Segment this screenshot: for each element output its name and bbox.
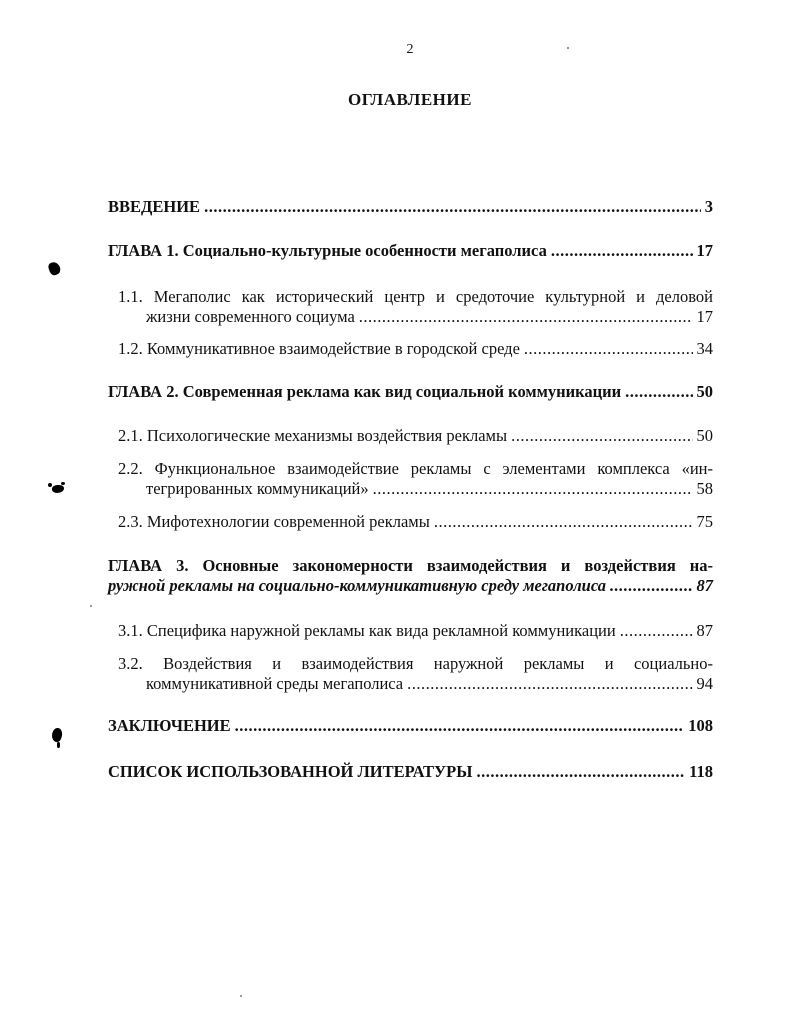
scan-dot (567, 47, 569, 49)
toc-page-number: 17 (696, 241, 713, 260)
dot-leader (359, 307, 693, 327)
toc-entry-chapter-1[interactable] (108, 241, 713, 261)
toc-entry-label: ружной рекламы на социально-коммуникативную среду мегаполиса (108, 576, 606, 595)
toc-page-number: 50 (696, 426, 713, 445)
toc-entry-label: ЗАКЛЮЧЕНИЕ (108, 716, 231, 735)
toc-page-number: 118 (689, 762, 713, 781)
dot-leader (511, 426, 692, 446)
toc-entry-label: СПИСОК ИСПОЛЬЗОВАННОЙ ЛИТЕРАТУРЫ (108, 762, 473, 781)
toc-entry-chapter-3-line1[interactable]: ГЛАВА 3. Основные закономерности взаимодействия и воздействия на- (108, 556, 713, 575)
toc-entry-intro[interactable] (108, 197, 713, 217)
toc-page-number: 58 (696, 479, 713, 498)
toc-entry-section-3-1[interactable] (118, 621, 713, 641)
toc-entry-section-3-2-line2[interactable] (146, 674, 713, 694)
dot-leader (476, 762, 685, 782)
toc-entry-section-2-2-line1[interactable]: 2.2. Функциональное взаимодействие рекламы с элементами комплекса «ин- (118, 459, 713, 478)
dot-leader (434, 512, 693, 532)
toc-entry-section-2-1[interactable] (118, 426, 713, 446)
toc-entry-chapter-3-line2[interactable] (108, 576, 713, 596)
scan-speck (57, 742, 60, 748)
toc-entry-label: 3.1. Специфика наружной рекламы как вида рекламной коммуникации (118, 621, 616, 640)
toc-entry-label: 1.2. Коммуникативное взаимодействие в городской среде (118, 339, 520, 358)
toc-entry-section-2-3[interactable] (118, 512, 713, 532)
dot-leader (620, 621, 693, 641)
scan-speck (50, 727, 63, 743)
toc-entry-chapter-2[interactable] (108, 382, 713, 402)
toc-page-number: 87 (696, 621, 713, 640)
toc-entry-section-1-1-line2[interactable] (146, 307, 713, 327)
scan-dot (90, 605, 92, 607)
toc-page-number: 94 (696, 674, 713, 693)
toc-entry-label: тегрированных коммуникаций» (146, 479, 369, 498)
toc-entry-section-2-2-line2[interactable] (146, 479, 713, 499)
toc-entry-label: ВВЕДЕНИЕ (108, 197, 201, 216)
toc-entry-label: ГЛАВА 1. Социально-культурные особенности мегаполиса (108, 241, 547, 260)
dot-leader (610, 576, 693, 596)
dot-leader (524, 339, 693, 359)
toc-entry-section-1-2[interactable] (118, 339, 713, 359)
toc-entry-section-3-2-line1[interactable]: 3.2. Воздействия и взаимодействия наружной рекламы и социально- (118, 654, 713, 673)
toc-entry-section-1-1-line1[interactable]: 1.1. Мегаполис как исторический центр и средоточие культурной и деловой (118, 287, 713, 306)
scan-dot (240, 995, 242, 997)
toc-page-number: 34 (696, 339, 713, 358)
dot-leader (551, 241, 693, 261)
scan-speck (52, 485, 64, 493)
toc-page-number: 75 (696, 512, 713, 531)
toc-page-number: 50 (696, 382, 713, 401)
dot-leader (204, 197, 701, 217)
page-title: ОГЛАВЛЕНИЕ (348, 90, 472, 109)
toc-entry-label: жизни современного социума (146, 307, 355, 326)
dot-leader (625, 382, 692, 402)
toc-entry-label: коммуникативной среды мегаполиса (146, 674, 404, 693)
toc-entry-label: 2.1. Психологические механизмы воздействия рекламы (118, 426, 508, 445)
scan-speck (47, 261, 62, 277)
scan-speck (48, 483, 52, 487)
toc-page-number: 3 (704, 197, 713, 216)
dot-leader (407, 674, 692, 694)
toc-page-number: 87 (696, 576, 713, 595)
toc-entry-label: 2.3. Мифотехнологии современной рекламы (118, 512, 430, 531)
toc-entry-label: ГЛАВА 2. Современная реклама как вид социальной коммуникации (108, 382, 622, 401)
toc-entry-bibliography[interactable] (108, 762, 713, 782)
dot-leader (235, 716, 685, 736)
page-number: 2 (406, 42, 414, 57)
toc-page-number: 108 (688, 716, 713, 735)
toc-page-number: 17 (696, 307, 713, 326)
dot-leader (373, 479, 693, 499)
toc-entry-conclusion[interactable] (108, 716, 713, 736)
scan-speck (61, 482, 65, 485)
